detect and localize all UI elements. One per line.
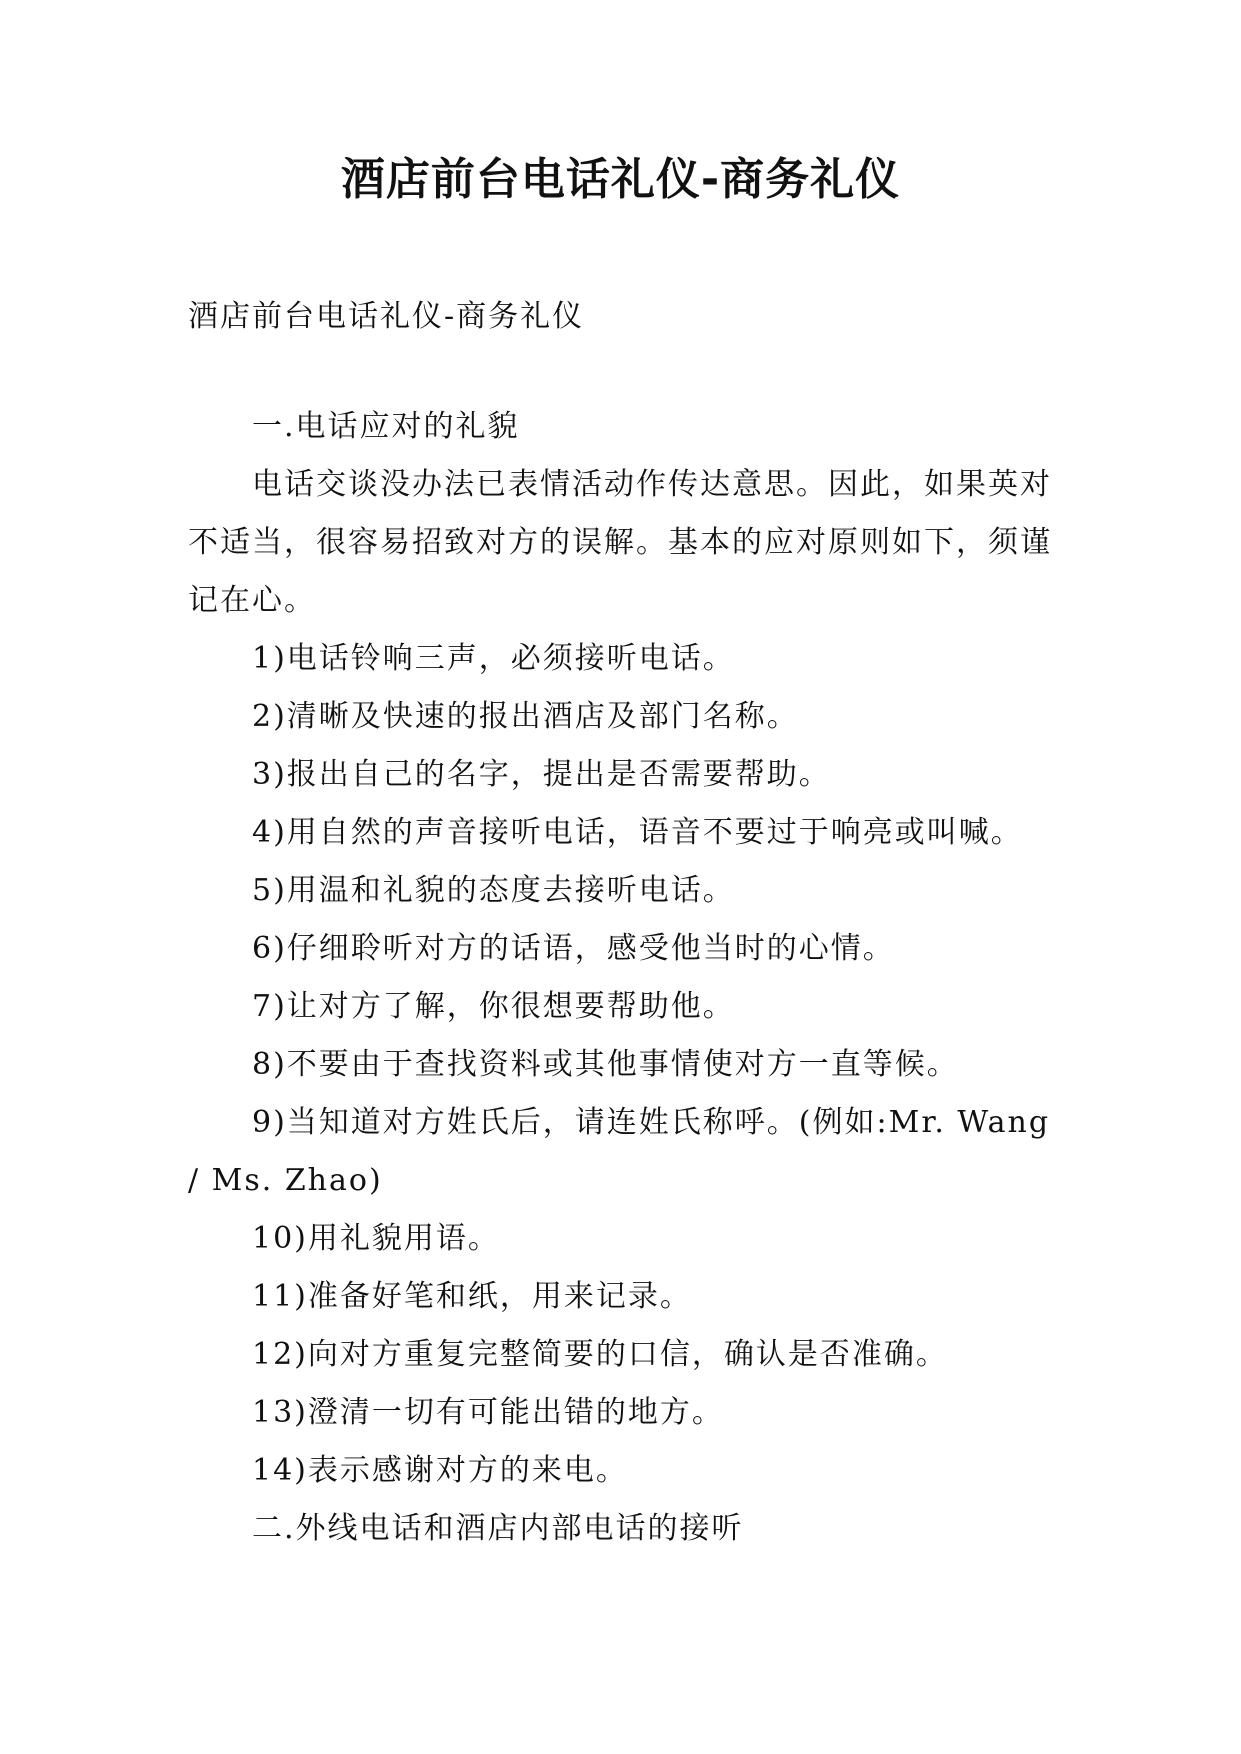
list-item: 1)电话铃响三声，必须接听电话。 [252, 641, 735, 676]
list-item: 5)用温和礼貌的态度去接听电话。 [252, 873, 735, 908]
list-item: 12)向对方重复完整简要的口信，确认是否准确。 [252, 1337, 948, 1372]
document-body [188, 288, 1056, 1558]
list-item: 14)表示感谢对方的来电。 [252, 1453, 628, 1488]
list-item: 4)用自然的声音接听电话，语音不要过于响亮或叫喊。 [252, 815, 1023, 850]
section-heading-external-internal-calls: 二.外线电话和酒店内部电话的接听 [252, 1511, 744, 1546]
list-item: 7)让对方了解，你很想要帮助他。 [252, 989, 735, 1024]
intro-paragraph: 电话交谈没办法已表情活动作传达意思。因此，如果英对不适当，很容易招致对方的误解。基本的应对原则如下，须谨记在心。 [188, 467, 1052, 618]
document-subtitle: 酒店前台电话礼仪-商务礼仪 [188, 299, 585, 334]
section-heading: 一.电话应对的礼貌 [252, 409, 520, 444]
list-item: 3)报出自己的名字，提出是否需要帮助。 [252, 757, 831, 792]
document-title: 酒店前台电话礼仪-商务礼仪 [340, 154, 901, 205]
list-item: 9)当知道对方姓氏后，请连姓氏称呼。(例如:Mr. Wang / Ms. Zhao) [188, 1105, 1051, 1198]
list-item: 8)不要由于查找资料或其他事情使对方一直等候。 [252, 1047, 959, 1082]
list-item: 11)准备好笔和纸，用来记录。 [252, 1279, 692, 1314]
list-item: 2)清晰及快速的报出酒店及部门名称。 [252, 699, 799, 734]
list-item: 10)用礼貌用语。 [252, 1221, 500, 1256]
list-item: 13)澄清一切有可能出错的地方。 [252, 1395, 724, 1430]
list-item: 6)仔细聆听对方的话语，感受他当时的心情。 [252, 931, 895, 966]
rules-list [188, 630, 1056, 1500]
section-telephone-courtesy [188, 398, 1056, 1500]
